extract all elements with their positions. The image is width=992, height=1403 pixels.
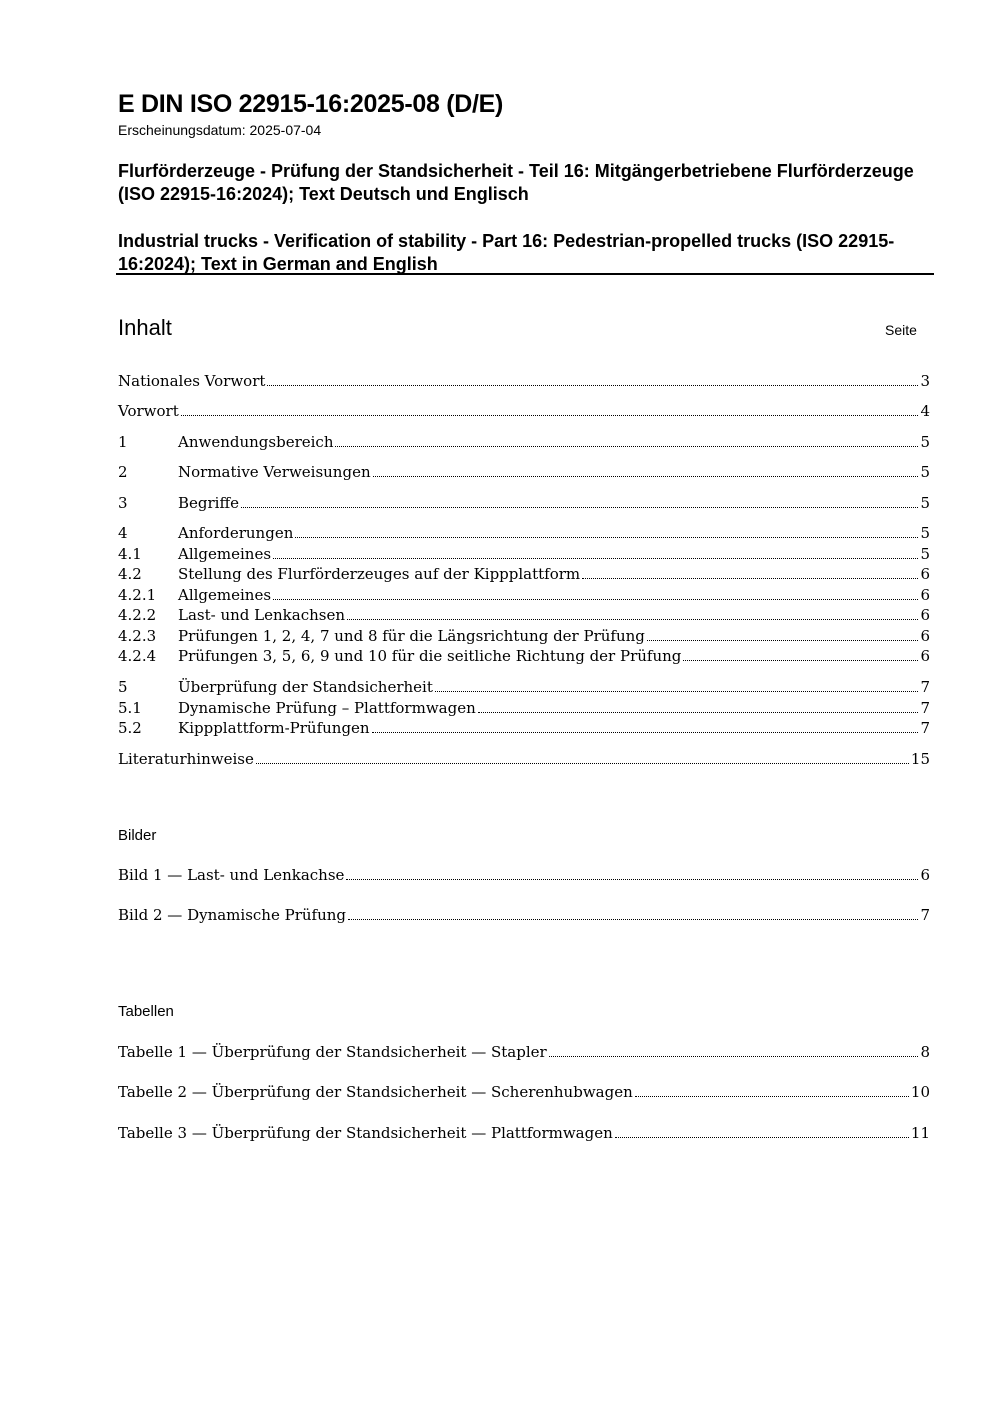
dot-leader [267, 385, 918, 386]
toc-number: 3 [118, 494, 128, 512]
toc-number: 4.2 [118, 565, 142, 583]
toc-entry[interactable] [118, 584, 930, 604]
toc-number: 4.1 [118, 545, 142, 563]
document-id: E DIN ISO 22915-16:2025-08 (D/E) [118, 90, 504, 118]
toc-page: 6 [920, 647, 930, 665]
dot-leader [635, 1096, 909, 1097]
toc-entry[interactable] [118, 717, 930, 737]
toc-page: 5 [920, 433, 930, 451]
toc-title: Dynamische Prüfung – Plattformwagen [178, 699, 476, 717]
dot-leader [295, 537, 918, 538]
dot-leader [181, 415, 919, 416]
toc-page: 6 [920, 586, 930, 604]
figure-entry[interactable] [118, 864, 930, 884]
toc-title: Begriffe [178, 494, 240, 512]
tables-heading: Tabellen [118, 1003, 174, 1020]
toc-number: 1 [118, 433, 128, 451]
toc-page: 15 [910, 750, 930, 768]
toc-title: Literaturhinweise [118, 750, 254, 768]
toc-entry[interactable] [118, 645, 930, 665]
toc-number: 5 [118, 678, 128, 696]
toc-title: Überprüfung der Standsicherheit [178, 678, 433, 696]
toc-number: 4.2.4 [118, 647, 157, 665]
toc-title: Anforderungen [178, 524, 294, 542]
figure-title: Bild 1 — Last- und Lenkachse [118, 866, 345, 884]
toc-title: Last- und Lenkachsen [178, 606, 345, 624]
toc-number: 4.2.3 [118, 627, 157, 645]
figure-entry[interactable] [118, 904, 930, 924]
title-german: Flurförderzeuge - Prüfung der Standsicherheit - Teil 16: Mitgängerbetriebene Flurförderzeuge (ISO 22915-16:2024); Text Deutsch und Englisch [118, 161, 914, 204]
toc-page: 4 [920, 402, 930, 420]
figure-page: 6 [920, 866, 930, 884]
dot-leader [582, 578, 918, 579]
toc-entry[interactable] [118, 370, 930, 390]
figure-page: 7 [920, 906, 930, 924]
table-entry[interactable] [118, 1081, 930, 1101]
toc-page: 5 [920, 463, 930, 481]
toc-entry[interactable] [118, 676, 930, 696]
dot-leader [348, 919, 918, 920]
toc-page: 6 [920, 627, 930, 645]
dot-leader [273, 599, 918, 600]
toc-title: Stellung des Flurförderzeuges auf der Kippplattform [178, 565, 581, 583]
toc-number: 5.1 [118, 699, 142, 717]
toc-number: 4.2.2 [118, 606, 157, 624]
contents-heading: Inhalt [118, 315, 172, 340]
toc-title: Nationales Vorwort [118, 372, 266, 390]
toc-number: 2 [118, 463, 128, 481]
toc-page: 5 [920, 545, 930, 563]
toc-title: Vorwort [118, 402, 179, 420]
toc-number: 4.2.1 [118, 586, 157, 604]
toc-entry[interactable] [118, 697, 930, 717]
title-english: Industrial trucks - Verification of stability - Part 16: Pedestrian-propelled trucks (ISO 22915-16:2024); Text in German and English [118, 231, 895, 274]
table-title: Tabelle 2 — Überprüfung der Standsicherheit — Scherenhubwagen [118, 1083, 633, 1101]
toc-page: 7 [920, 719, 930, 737]
dot-leader [615, 1137, 909, 1138]
dot-leader [647, 640, 919, 641]
dot-leader [335, 446, 918, 447]
toc-page: 5 [920, 494, 930, 512]
dot-leader [241, 507, 918, 508]
toc-title: Prüfungen 3, 5, 6, 9 und 10 für die seitliche Richtung der Prüfung [178, 647, 682, 665]
toc-title: Normative Verweisungen [178, 463, 371, 481]
table-page: 11 [910, 1124, 930, 1142]
dot-leader [256, 763, 909, 764]
toc-title: Prüfungen 1, 2, 4, 7 und 8 für die Längsrichtung der Prüfung [178, 627, 645, 645]
toc-page: 5 [920, 524, 930, 542]
table-page: 10 [910, 1083, 930, 1101]
toc-title: Kippplattform-Prüfungen [178, 719, 370, 737]
toc-page: 6 [920, 606, 930, 624]
toc-page: 7 [920, 678, 930, 696]
dot-leader [273, 558, 918, 559]
dot-leader [549, 1056, 919, 1057]
dot-leader [478, 712, 919, 713]
dot-leader [373, 476, 919, 477]
toc-entry[interactable] [118, 522, 930, 542]
table-page: 8 [920, 1043, 930, 1061]
toc-entry[interactable] [118, 492, 930, 512]
publication-date: Erscheinungsdatum: 2025-07-04 [118, 122, 322, 138]
toc-entry[interactable] [118, 461, 930, 481]
toc-entry[interactable] [118, 431, 930, 451]
toc-number: 4 [118, 524, 128, 542]
figures-heading: Bilder [118, 827, 157, 844]
page-column-label: Seite [885, 322, 917, 338]
header-rule [116, 273, 934, 275]
toc-entry[interactable] [118, 748, 930, 768]
figure-title: Bild 2 — Dynamische Prüfung [118, 906, 346, 924]
dot-leader [346, 879, 918, 880]
dot-leader [372, 732, 919, 733]
table-entry[interactable] [118, 1122, 930, 1142]
dot-leader [435, 691, 919, 692]
toc-number: 5.2 [118, 719, 142, 737]
toc-entry[interactable] [118, 625, 930, 645]
toc-page: 6 [920, 565, 930, 583]
toc-page: 3 [920, 372, 930, 390]
table-entry[interactable] [118, 1041, 930, 1061]
table-title: Tabelle 1 — Überprüfung der Standsicherheit — Stapler [118, 1043, 547, 1061]
toc-entry[interactable] [118, 563, 930, 583]
dot-leader [347, 619, 918, 620]
toc-page: 7 [920, 699, 930, 717]
toc-title: Anwendungsbereich [178, 433, 334, 451]
toc-entry[interactable] [118, 400, 930, 420]
table-title: Tabelle 3 — Überprüfung der Standsicherheit — Plattformwagen [118, 1124, 613, 1142]
dot-leader [683, 660, 918, 661]
toc-title: Allgemeines [178, 586, 272, 604]
toc-entry[interactable] [118, 543, 930, 563]
toc-title: Allgemeines [178, 545, 272, 563]
toc-entry[interactable] [118, 604, 930, 624]
